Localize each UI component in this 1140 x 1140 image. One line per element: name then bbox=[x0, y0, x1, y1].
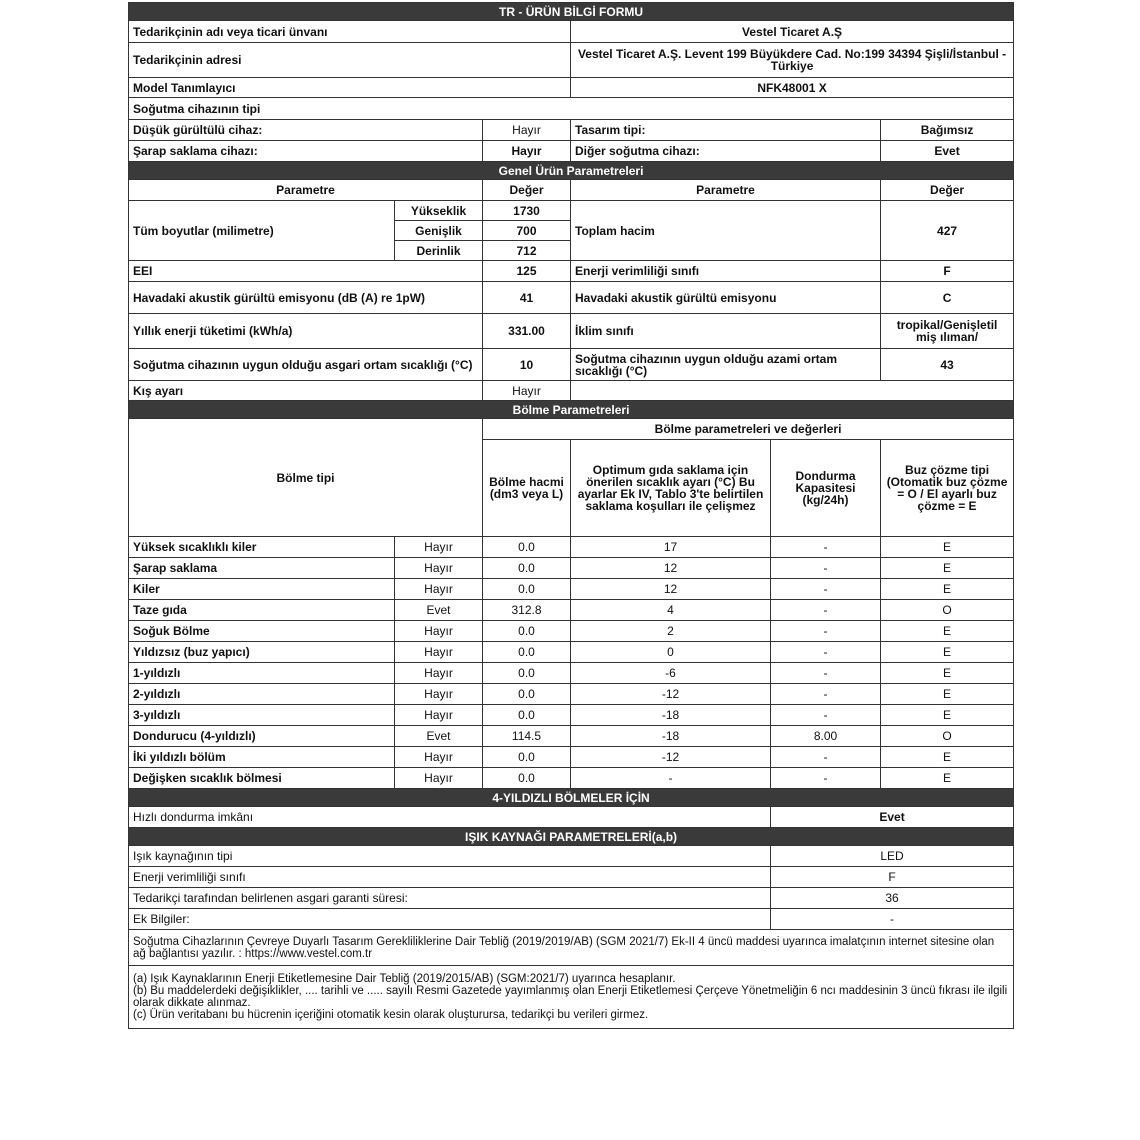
supplier-name-value: Vestel Ticaret A.Ş bbox=[571, 21, 1014, 43]
regulation-note: Soğutma Cihazlarının Çevreye Duyarlı Tasarım Gerekliliklerine Dair Tebliğ (2019/2019/AB) (SGM 2021/7) Ek-II 4 üncü maddesi uyarınca imalatçının internet sitesine olan ağ bağlantısı yazılır. : https://www.vestel.com.tr bbox=[129, 930, 1014, 966]
compartment-temp: -12 bbox=[571, 684, 771, 705]
value-header-right: Değer bbox=[881, 180, 1014, 201]
compartment-name: Soğuk Bölme bbox=[129, 621, 395, 642]
compartment-name: Taze gıda bbox=[129, 600, 395, 621]
compartment-present: Hayır bbox=[395, 558, 483, 579]
design-type-value: Bağımsız bbox=[881, 120, 1014, 141]
total-volume-label: Toplam hacim bbox=[571, 201, 881, 261]
compartment-freeze-capacity: - bbox=[771, 558, 881, 579]
annual-energy-value: 331.00 bbox=[483, 314, 571, 349]
compartment-name: Yıldızsız (buz yapıcı) bbox=[129, 642, 395, 663]
compartment-row bbox=[129, 537, 1014, 558]
width-value: 700 bbox=[483, 221, 571, 241]
compartment-freeze-capacity: - bbox=[771, 537, 881, 558]
compartment-group-header: Bölme parametreleri ve değerleri bbox=[483, 419, 1014, 440]
compartment-freeze-capacity: 8.00 bbox=[771, 726, 881, 747]
footnotes bbox=[129, 966, 1014, 1029]
compartment-name: Yüksek sıcaklıklı kiler bbox=[129, 537, 395, 558]
compartment-name: Dondurucu (4-yıldızlı) bbox=[129, 726, 395, 747]
low-noise-label: Düşük gürültülü cihaz: bbox=[129, 120, 483, 141]
annual-energy-label: Yıllık enerji tüketimi (kWh/a) bbox=[129, 314, 483, 349]
compartment-present: Hayır bbox=[395, 684, 483, 705]
compartment-present: Hayır bbox=[395, 642, 483, 663]
compartment-freeze-capacity: - bbox=[771, 747, 881, 768]
model-value: NFK48001 X bbox=[571, 78, 1014, 98]
low-noise-value: Hayır bbox=[483, 120, 571, 141]
compartment-volume: 0.0 bbox=[483, 642, 571, 663]
temp-header: Optimum gıda saklama için önerilen sıcaklık ayarı (°C) Bu ayarlar Ek IV, Tablo 3'te belirtilen saklama koşulları ile çelişmez bbox=[571, 440, 771, 537]
dimensions-label: Tüm boyutlar (milimetre) bbox=[129, 201, 395, 261]
total-volume-value: 427 bbox=[881, 201, 1014, 261]
other-appliance-value: Evet bbox=[881, 141, 1014, 162]
compartment-present: Evet bbox=[395, 726, 483, 747]
compartment-temp: -12 bbox=[571, 747, 771, 768]
compartment-temp: 12 bbox=[571, 579, 771, 600]
compartment-volume: 0.0 bbox=[483, 705, 571, 726]
winter-setting-value: Hayır bbox=[483, 381, 571, 401]
wine-storage-label: Şarap saklama cihazı: bbox=[129, 141, 483, 162]
compartment-temp: - bbox=[571, 768, 771, 789]
compartment-type-header: Bölme tipi bbox=[129, 419, 483, 537]
compartment-present: Hayır bbox=[395, 663, 483, 684]
winter-setting-label: Kış ayarı bbox=[129, 381, 483, 401]
compartment-volume: 0.0 bbox=[483, 747, 571, 768]
compartment-row bbox=[129, 768, 1014, 789]
compartment-temp: -18 bbox=[571, 705, 771, 726]
compartment-row bbox=[129, 663, 1014, 684]
extra-info-label: Ek Bilgiler: bbox=[129, 909, 771, 930]
compartment-freeze-capacity: - bbox=[771, 705, 881, 726]
compartment-temp: 2 bbox=[571, 621, 771, 642]
compartment-temp: 17 bbox=[571, 537, 771, 558]
compartment-volume: 312.8 bbox=[483, 600, 571, 621]
wine-storage-value: Hayır bbox=[483, 141, 571, 162]
compartment-row bbox=[129, 600, 1014, 621]
supplier-address-label: Tedarikçinin adresi bbox=[129, 43, 571, 78]
light-type-value: LED bbox=[771, 846, 1014, 867]
param-header-left: Parametre bbox=[129, 180, 483, 201]
appliance-type-label: Soğutma cihazının tipi bbox=[129, 98, 1014, 120]
form-title: TR - ÜRÜN BİLGİ FORMU bbox=[129, 3, 1014, 21]
compartment-row bbox=[129, 684, 1014, 705]
compartment-defrost: E bbox=[881, 705, 1014, 726]
compartment-present: Evet bbox=[395, 600, 483, 621]
compartment-name: 2-yıldızlı bbox=[129, 684, 395, 705]
max-temp-value: 43 bbox=[881, 349, 1014, 381]
min-temp-value: 10 bbox=[483, 349, 571, 381]
compartment-name: 3-yıldızlı bbox=[129, 705, 395, 726]
compartment-row bbox=[129, 747, 1014, 768]
compartment-temp: -18 bbox=[571, 726, 771, 747]
freeze-capacity-header: Dondurma Kapasitesi (kg/24h) bbox=[771, 440, 881, 537]
footnote-c: (c) Ürün veritabanı bu hücrenin içeriğini otomatik kesin olarak oluşturursa, tedarikçi bu verileri girmez. bbox=[133, 1009, 649, 1021]
compartment-freeze-capacity: - bbox=[771, 600, 881, 621]
model-label: Model Tanımlayıcı bbox=[129, 78, 571, 98]
defrost-type-header: Buz çözme tipi (Otomatik buz çözme = O / El ayarlı buz çözme = E bbox=[881, 440, 1014, 537]
compartment-row bbox=[129, 705, 1014, 726]
light-class-label: Enerji verimliliği sınıfı bbox=[129, 867, 771, 888]
compartment-section-title: Bölme Parametreleri bbox=[129, 401, 1014, 419]
product-info-form bbox=[128, 2, 1014, 1029]
compartment-volume: 0.0 bbox=[483, 537, 571, 558]
compartment-volume: 114.5 bbox=[483, 726, 571, 747]
height-value: 1730 bbox=[483, 201, 571, 221]
climate-class-label: İklim sınıfı bbox=[571, 314, 881, 349]
compartment-freeze-capacity: - bbox=[771, 579, 881, 600]
compartment-defrost: E bbox=[881, 537, 1014, 558]
light-class-value: F bbox=[771, 867, 1014, 888]
compartment-name: Kiler bbox=[129, 579, 395, 600]
compartment-present: Hayır bbox=[395, 621, 483, 642]
compartment-name: 1-yıldızlı bbox=[129, 663, 395, 684]
compartment-name: İki yıldızlı bölüm bbox=[129, 747, 395, 768]
compartment-temp: 12 bbox=[571, 558, 771, 579]
compartment-defrost: O bbox=[881, 600, 1014, 621]
design-type-label: Tasarım tipi: bbox=[571, 120, 881, 141]
other-appliance-label: Diğer soğutma cihazı: bbox=[571, 141, 881, 162]
compartment-defrost: O bbox=[881, 726, 1014, 747]
eei-value: 125 bbox=[483, 261, 571, 282]
energy-class-value: F bbox=[881, 261, 1014, 282]
compartment-present: Hayır bbox=[395, 579, 483, 600]
compartment-temp: -6 bbox=[571, 663, 771, 684]
compartment-row bbox=[129, 579, 1014, 600]
compartment-volume: 0.0 bbox=[483, 558, 571, 579]
min-temp-label: Soğutma cihazının uygun olduğu asgari ortam sıcaklığı (°C) bbox=[129, 349, 483, 381]
climate-class-value: tropikal/Genişletil miş ılıman/ bbox=[881, 314, 1014, 349]
compartment-defrost: E bbox=[881, 747, 1014, 768]
compartment-row bbox=[129, 621, 1014, 642]
compartment-volume: 0.0 bbox=[483, 768, 571, 789]
compartment-freeze-capacity: - bbox=[771, 621, 881, 642]
width-label: Genişlik bbox=[395, 221, 483, 241]
compartment-defrost: E bbox=[881, 621, 1014, 642]
noise-emission-value: 41 bbox=[483, 282, 571, 314]
param-header-right: Parametre bbox=[571, 180, 881, 201]
fast-freeze-label: Hızlı dondurma imkânı bbox=[129, 807, 771, 828]
compartment-freeze-capacity: - bbox=[771, 768, 881, 789]
compartment-present: Hayır bbox=[395, 705, 483, 726]
compartment-defrost: E bbox=[881, 579, 1014, 600]
footnote-a: (a) Işık Kaynaklarının Enerji Etiketlemesine Dair Tebliğ (2019/2015/AB) (SGM:2021/7) uyarınca hesaplanır. bbox=[133, 973, 676, 985]
noise-class-value: C bbox=[881, 282, 1014, 314]
compartment-name: Değişken sıcaklık bölmesi bbox=[129, 768, 395, 789]
compartment-temp: 4 bbox=[571, 600, 771, 621]
compartment-name: Şarap saklama bbox=[129, 558, 395, 579]
value-header-left: Değer bbox=[483, 180, 571, 201]
compartment-volume: 0.0 bbox=[483, 663, 571, 684]
compartment-freeze-capacity: - bbox=[771, 642, 881, 663]
depth-label: Derinlik bbox=[395, 241, 483, 261]
height-label: Yükseklik bbox=[395, 201, 483, 221]
compartment-row bbox=[129, 642, 1014, 663]
general-section-title: Genel Ürün Parametreleri bbox=[129, 162, 1014, 180]
fast-freeze-value: Evet bbox=[771, 807, 1014, 828]
compartment-volume: 0.0 bbox=[483, 579, 571, 600]
compartment-defrost: E bbox=[881, 768, 1014, 789]
extra-info-value: - bbox=[771, 909, 1014, 930]
noise-emission-label: Havadaki akustik gürültü emisyonu (dB (A) re 1pW) bbox=[129, 282, 483, 314]
compartment-row bbox=[129, 558, 1014, 579]
compartment-volume: 0.0 bbox=[483, 684, 571, 705]
four-star-section-title: 4-YILDIZLI BÖLMELER İÇİN bbox=[129, 789, 1014, 807]
max-temp-label: Soğutma cihazının uygun olduğu azami ortam sıcaklığı (°C) bbox=[571, 349, 881, 381]
compartment-row bbox=[129, 726, 1014, 747]
compartment-rows bbox=[129, 537, 1014, 789]
compartment-defrost: E bbox=[881, 558, 1014, 579]
volume-header: Bölme hacmi (dm3 veya L) bbox=[483, 440, 571, 537]
depth-value: 712 bbox=[483, 241, 571, 261]
eei-label: EEI bbox=[129, 261, 483, 282]
energy-class-label: Enerji verimliliği sınıfı bbox=[571, 261, 881, 282]
compartment-present: Hayır bbox=[395, 537, 483, 558]
light-section-title: IŞIK KAYNAĞI PARAMETRELERİ(a,b) bbox=[129, 828, 1014, 846]
noise-class-label: Havadaki akustik gürültü emisyonu bbox=[571, 282, 881, 314]
warranty-label: Tedarikçi tarafından belirlenen asgari garanti süresi: bbox=[129, 888, 771, 909]
footnote-b: (b) Bu maddelerdeki değişiklikler, .... tarihli ve ..... sayılı Resmi Gazetede yayımlanmış olan Enerji Etiketlemesi Çerçeve Yönetmeliğin 6 ncı maddesinin 3 üncü fıkrası ile ilgili olarak dikkate alınmaz. bbox=[133, 985, 1008, 1009]
light-type-label: Işık kaynağının tipi bbox=[129, 846, 771, 867]
compartment-temp: 0 bbox=[571, 642, 771, 663]
supplier-name-label: Tedarikçinin adı veya ticari ünvanı bbox=[129, 21, 571, 43]
compartment-defrost: E bbox=[881, 663, 1014, 684]
supplier-address-value: Vestel Ticaret A.Ş. Levent 199 Büyükdere Cad. No:199 34394 Şişli/İstanbul - Türkiye bbox=[571, 43, 1014, 78]
compartment-freeze-capacity: - bbox=[771, 663, 881, 684]
compartment-defrost: E bbox=[881, 642, 1014, 663]
compartment-present: Hayır bbox=[395, 768, 483, 789]
empty-cell bbox=[571, 381, 1014, 401]
compartment-defrost: E bbox=[881, 684, 1014, 705]
warranty-value: 36 bbox=[771, 888, 1014, 909]
compartment-volume: 0.0 bbox=[483, 621, 571, 642]
compartment-freeze-capacity: - bbox=[771, 684, 881, 705]
compartment-present: Hayır bbox=[395, 747, 483, 768]
